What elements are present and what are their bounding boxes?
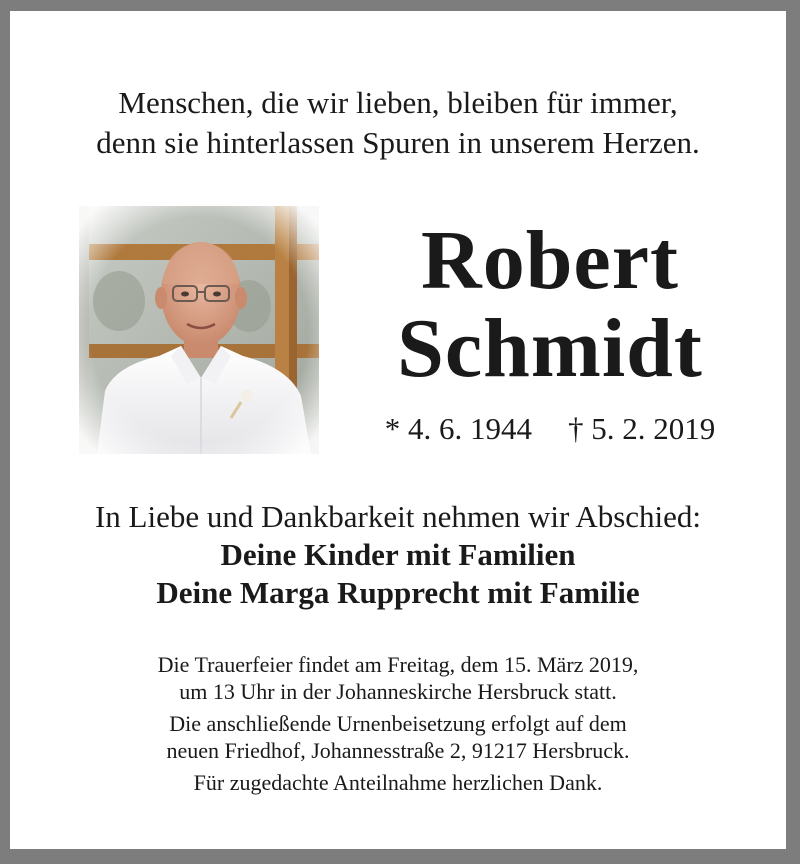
thanks-line: Für zugedachte Anteilnahme herzlichen Dank.	[193, 770, 603, 795]
funeral-line-2: um 13 Uhr in der Johanneskirche Hersbruck statt.	[179, 679, 617, 704]
burial-notice	[10, 710, 786, 764]
funeral-notice	[10, 651, 786, 705]
life-dates	[350, 411, 750, 447]
funeral-line-1: Die Trauerfeier findet am Freitag, dem 15. März 2019,	[157, 652, 639, 677]
mourner-line: Deine Marga Rupprecht mit Familie	[156, 575, 640, 610]
motto-line-2: denn sie hinterlassen Spuren in unserem Herzen.	[96, 125, 700, 160]
motto-line-1: Menschen, die wir lieben, bleiben für immer,	[118, 85, 678, 120]
burial-line-1: Die anschließende Urnenbeisetzung erfolgt auf dem	[169, 711, 627, 736]
obituary-card	[10, 11, 786, 849]
last-name: Schmidt	[397, 302, 703, 395]
burial-line-2: neuen Friedhof, Johannesstraße 2, 91217 Hersbruck.	[166, 738, 630, 763]
portrait-photo	[79, 206, 319, 454]
service-info	[10, 651, 786, 796]
farewell-section	[10, 498, 786, 612]
farewell-intro: In Liebe und Dankbarkeit nehmen wir Abschied:	[94, 499, 702, 534]
birth-date: * 4. 6. 1944	[384, 411, 532, 446]
motto-verse	[10, 83, 786, 163]
deceased-name	[350, 214, 750, 395]
death-date: † 5. 2. 2019	[568, 411, 716, 446]
first-name: Robert	[421, 214, 679, 307]
mourner-line: Deine Kinder mit Familien	[220, 537, 576, 572]
